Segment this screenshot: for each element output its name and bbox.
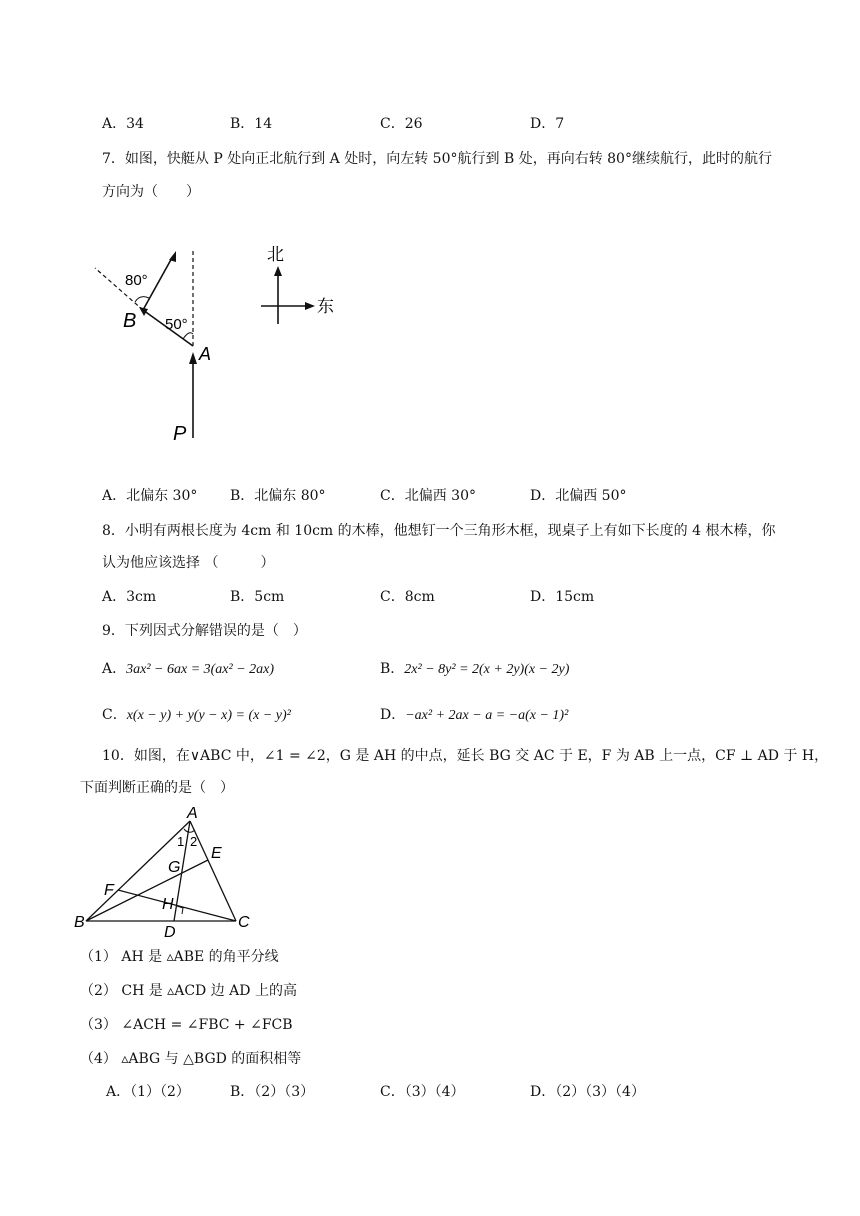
q6-option-b: B．14	[230, 116, 273, 132]
label-angle2: 2	[190, 834, 198, 849]
label-east: 东	[317, 297, 334, 316]
q10-stem-line2: 下面判断正确的是（ ）	[80, 780, 234, 796]
label-a: A	[187, 805, 198, 822]
q7-stem-line1: 7．如图，快艇从 P 处向正北航行到 A 处时，向左转 50°航行到 B 处，再向右转 80°继续航行，此时的航行	[102, 151, 772, 167]
q7-option-d: D．北偏西 50°	[530, 488, 627, 504]
label-80: 80°	[125, 272, 148, 289]
q7-stem-line2: 方向为（ ）	[102, 184, 200, 200]
q8-stem-line2: 认为他应该选择 （ ）	[102, 555, 275, 571]
arrowhead-a	[189, 352, 197, 364]
q10-statement-4: （4） ▵ABG 与 △BGD 的面积相等	[80, 1051, 302, 1067]
q10-figure	[72, 803, 262, 938]
q6-option-a: A．34	[102, 116, 144, 132]
label-f: F	[104, 882, 114, 899]
label-c: C	[238, 914, 250, 931]
label-b: B	[123, 310, 137, 332]
q10-statement-3: （3） ∠ACH = ∠FBC + ∠FCB	[80, 1017, 293, 1033]
label-a: A	[199, 344, 212, 364]
q10-option-c: C．（3）（4）	[380, 1084, 465, 1100]
compass-east-arrow	[305, 302, 315, 310]
label-50: 50°	[165, 316, 188, 333]
q8-option-c: C．8cm	[380, 589, 435, 605]
q10-statement-2: （2） CH 是 ▵ACD 边 AD 上的高	[80, 983, 297, 999]
q7-figure	[85, 238, 355, 448]
q7-option-b: B．北偏东 80°	[230, 488, 326, 504]
label-angle1: 1	[177, 834, 185, 849]
q9-option-b-prefix: B．	[380, 661, 405, 677]
label-e: E	[211, 845, 222, 862]
q9-option-a	[102, 658, 274, 678]
q9-stem: 9．下列因式分解错误的是（ ）	[102, 623, 307, 639]
label-d: D	[164, 924, 176, 938]
q8-option-d: D．15cm	[530, 589, 595, 605]
q9-option-a-prefix: A．	[102, 661, 127, 677]
q9-option-d-expr: −ax² + 2ax − a = −a(x − 1)²	[405, 708, 569, 723]
q9-option-d-prefix: D．	[380, 707, 406, 723]
q9-option-c-expr: x(x − y) + y(y − x) = (x − y)²	[126, 708, 291, 723]
q8-option-b: B．5cm	[230, 589, 285, 605]
q10-option-a: A．（1）（2）	[106, 1084, 190, 1100]
q9-option-c	[102, 704, 291, 724]
label-g: G	[168, 859, 181, 876]
q6-option-c: C．26	[380, 116, 423, 132]
q9-option-d	[380, 704, 568, 724]
q10-statement-1: （1） AH 是 ▵ABE 的角平分线	[80, 949, 279, 965]
q10-option-b: B．（2）（3）	[230, 1084, 315, 1100]
q9-option-b-expr: 2x² − 8y² = 2(x + 2y)(x − 2y)	[404, 662, 570, 677]
label-h: H	[162, 896, 174, 913]
label-p: P	[173, 423, 187, 445]
q6-option-d: D．7	[530, 116, 565, 132]
compass-north-arrow	[274, 266, 282, 276]
segment-cf	[118, 890, 236, 921]
q8-option-a: A．3cm	[102, 589, 157, 605]
q10-stem-line1: 10．如图，在∨ABC 中，∠1 = ∠2，G 是 AH 的中点，延长 BG 交 AC 于 E，F 为 AB 上一点，CF ⊥ AD 于 H，	[102, 748, 829, 764]
q7-option-c: C．北偏西 30°	[380, 488, 476, 504]
q9-option-a-expr: 3ax² − 6ax = 3(ax² − 2ax)	[126, 662, 275, 677]
arc-80	[135, 297, 149, 302]
q9-option-c-prefix: C．	[102, 707, 127, 723]
q8-stem-line1: 8．小明有两根长度为 4cm 和 10cm 的木棒，他想钉一个三角形木框，现桌子上有如下长度的 4 根木棒，你	[102, 523, 776, 539]
label-b: B	[74, 914, 85, 931]
q10-option-d: D．（2）（3）（4）	[530, 1084, 645, 1100]
label-north: 北	[267, 245, 284, 264]
arc-50	[183, 333, 193, 339]
q7-option-a: A．北偏东 30°	[102, 488, 198, 504]
right-angle-h	[177, 906, 183, 914]
q9-option-b	[380, 658, 569, 678]
